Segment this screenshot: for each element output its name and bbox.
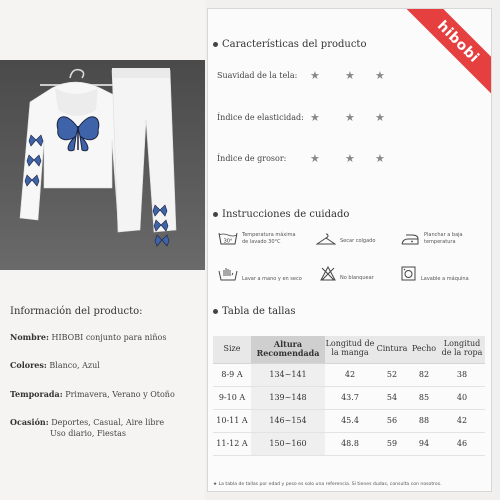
table-cell: 54 [375, 386, 409, 409]
table-cell: 134~141 [251, 363, 325, 386]
size-table-footnote: ★ La tabla de tallas por edad y peso es solo una referencia. Si tienes dudas, consulta con nosotros. [213, 482, 442, 487]
table-cell: 146~154 [251, 409, 325, 432]
table-cell: 139~148 [251, 386, 325, 409]
characteristics-title [213, 39, 366, 50]
care-label: Secar colgado [340, 238, 376, 244]
table-cell: 94 [409, 432, 439, 455]
table-cell: 42 [325, 363, 375, 386]
info-row-season [10, 389, 205, 400]
section-heading: Instrucciones de cuidado [222, 209, 350, 220]
brand-logo: hibobi [403, 9, 491, 97]
info-value-cont: Uso diario, Fiestas [50, 428, 126, 438]
table-cell: 82 [409, 363, 439, 386]
wash-30-icon [218, 231, 238, 245]
care-title [213, 209, 349, 220]
care-label: No blanquear [340, 275, 374, 281]
column-header: Cintura [375, 336, 409, 363]
hand-wash-icon [218, 267, 238, 281]
table-cell: 48.8 [325, 432, 375, 455]
star-icon: ★ [310, 111, 320, 124]
star-icon: ★ [345, 152, 355, 165]
left-panel [0, 0, 205, 500]
product-info-title: Información del producto: [10, 306, 143, 317]
bullet-icon [213, 212, 218, 217]
table-cell: 42 [439, 409, 485, 432]
tracksuit-illustration [0, 60, 205, 270]
table-cell: 40 [439, 386, 485, 409]
star-icon: ★ [375, 152, 385, 165]
section-heading: Características del producto [222, 39, 367, 50]
hanger-icon [316, 233, 336, 245]
table-row [213, 386, 485, 409]
table-cell: 45.4 [325, 409, 375, 432]
info-value: Blanco, Azul [49, 361, 100, 371]
column-header: Longitud de la manga [325, 336, 375, 363]
star-icon: ★ [345, 111, 355, 124]
info-key: Nombre: [10, 332, 49, 342]
star-icon: ★ [310, 152, 320, 165]
info-key: Temporada: [10, 388, 63, 399]
bullet-icon [213, 309, 218, 314]
info-row-colors [10, 360, 205, 371]
brand-ribbon [391, 9, 491, 109]
info-value: Primavera, Verano y Otoño [65, 389, 175, 399]
info-key: Ocasión: [10, 417, 49, 428]
table-row [213, 409, 485, 432]
info-row-occasion [10, 417, 205, 439]
table-cell: 10-11 A [213, 409, 251, 432]
bullet-icon [213, 42, 218, 47]
table-row [213, 432, 485, 455]
table-cell: 9-10 A [213, 386, 251, 409]
table-cell: 56 [375, 409, 409, 432]
table-cell: 8-9 A [213, 363, 251, 386]
star-icon: ★ [375, 69, 385, 82]
table-cell: 52 [375, 363, 409, 386]
column-header: Longitud de la ropa [439, 336, 485, 363]
column-header: Altura Recomendada [251, 336, 325, 363]
size-table [213, 336, 485, 456]
size-table-title [213, 306, 296, 317]
table-cell: 46 [439, 432, 485, 455]
star-icon: ★ [345, 69, 355, 82]
section-heading: Tabla de tallas [222, 306, 296, 317]
table-cell: 88 [409, 409, 439, 432]
star-icon: ★ [375, 111, 385, 124]
care-label: Lavable a máquina [421, 276, 469, 282]
svg-text:30°: 30° [223, 238, 233, 245]
column-header: Size [213, 336, 251, 363]
care-label: Lavar a mano y en seco [242, 276, 302, 282]
table-cell: 11-12 A [213, 432, 251, 455]
table-cell: 43.7 [325, 386, 375, 409]
info-row-name [10, 332, 205, 343]
table-cell: 59 [375, 432, 409, 455]
product-photo [0, 60, 205, 270]
rating-label-softness: Suavidad de la tela: [217, 71, 298, 80]
table-cell: 85 [409, 386, 439, 409]
no-bleach-icon [320, 266, 336, 281]
iron-low-icon [400, 233, 420, 246]
column-header: Pecho [409, 336, 439, 363]
info-value: HIBOBI conjunto para niños [51, 333, 167, 342]
details-panel [207, 8, 492, 492]
table-cell: 38 [439, 363, 485, 386]
info-value: Deportes, Casual, Aire libre [51, 418, 165, 428]
table-cell: 150~160 [251, 432, 325, 455]
table-row [213, 363, 485, 386]
product-info [10, 305, 205, 456]
star-icon: ★ [310, 69, 320, 82]
care-label: Temperatura máxima de lavado 30°C [242, 232, 296, 245]
info-key: Colores: [10, 360, 47, 371]
rating-label-thickness: Índice de grosor: [217, 154, 287, 163]
table-header-row [213, 336, 485, 363]
rating-label-elasticity: Índice de elasticidad: [217, 113, 304, 122]
care-label: Planchar a baja temperatura [424, 232, 463, 245]
machine-wash-icon [401, 266, 416, 281]
